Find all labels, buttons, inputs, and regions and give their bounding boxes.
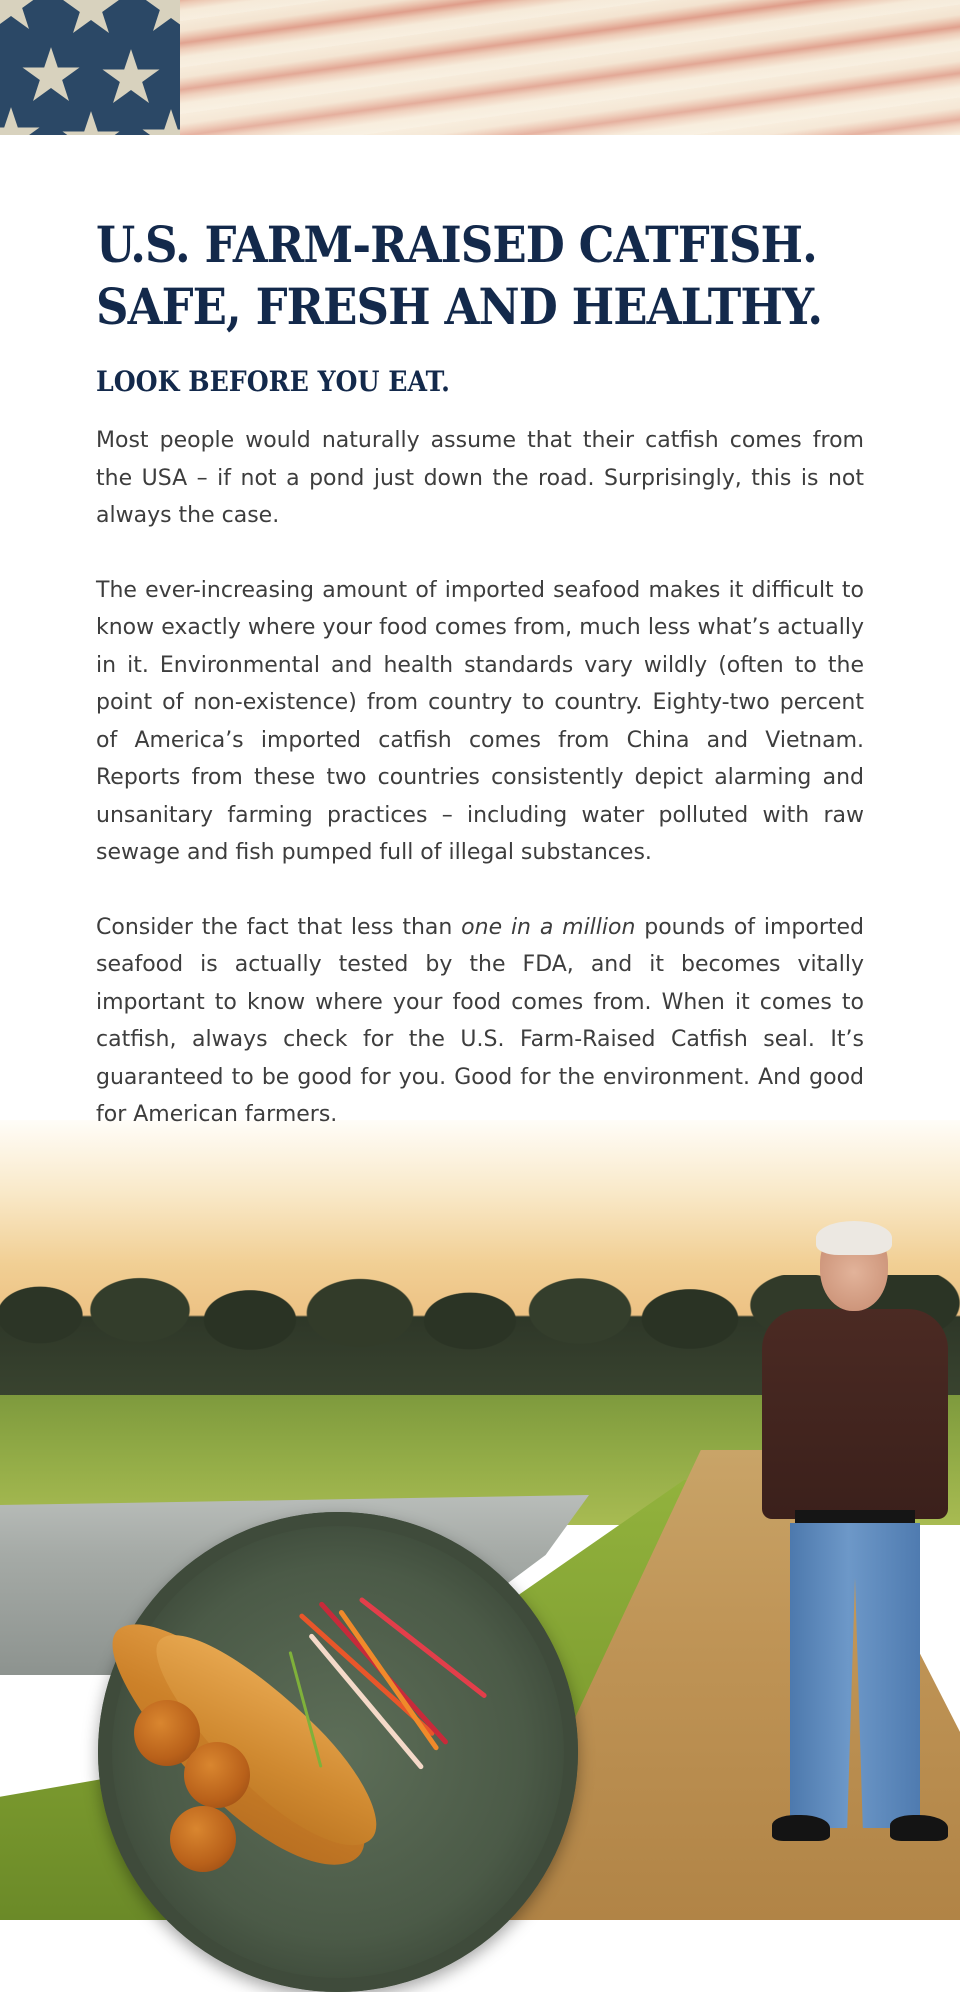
hushpuppy — [184, 1742, 250, 1808]
paragraph-3-text-end: pounds of imported seafood is actually tested by the FDA, and it becomes vitally important to know where your food comes from. When it comes to catfish, always check for the U.S. Farm-Raised Catfish seal. It’s guaranteed to be good for you. Good for the environment. And good for American farmers. — [96, 914, 864, 1127]
star-icon — [20, 44, 82, 106]
farmer-shoe — [772, 1815, 830, 1841]
flag-canton — [0, 0, 180, 135]
paragraph-1: Most people would naturally assume that their catfish comes from the USA – if not a pond just down the road. Surprisingly, this is not always the case. — [96, 428, 864, 528]
star-icon — [0, 0, 42, 34]
farmer-hair — [816, 1221, 892, 1255]
hushpuppy — [170, 1806, 236, 1872]
star-icon — [60, 0, 122, 38]
headline-line-1: U.S. FARM-RAISED CATFISH. — [96, 215, 817, 274]
paragraph-3 — [96, 909, 864, 1134]
star-icon — [140, 106, 180, 135]
farmer-shoe — [890, 1815, 948, 1841]
paragraph-2: The ever-increasing amount of imported seafood makes it difficult to know exactly where your food comes from, much less what’s actually in it. Environmental and health standards vary wildly (often to the point of non-existence) from country to country. Eighty-two percent of America’s imported catfish comes from China and Vietnam. Reports from these two countries consistently depict alarming and unsanitary farming practices – including water polluted with raw sewage and fish pumped full of illegal substances. — [96, 577, 864, 865]
star-icon — [100, 46, 162, 108]
farmer-shirt — [762, 1309, 948, 1519]
farmer-photo — [750, 1225, 960, 1865]
farmer-jeans — [790, 1523, 920, 1828]
flag-banner-image — [0, 0, 960, 135]
star-icon — [0, 104, 42, 135]
paragraph-3-emphasis: one in a million — [461, 914, 636, 940]
star-icon — [60, 108, 122, 135]
star-icon — [140, 0, 180, 36]
page-headline — [96, 214, 870, 338]
paragraph-3-text-start: Consider the fact that less than — [96, 914, 462, 940]
article-content — [96, 214, 864, 1134]
subheading: LOOK BEFORE YOU EAT. — [96, 365, 450, 398]
headline-line-2: SAFE, FRESH AND HEALTHY. — [96, 277, 823, 336]
